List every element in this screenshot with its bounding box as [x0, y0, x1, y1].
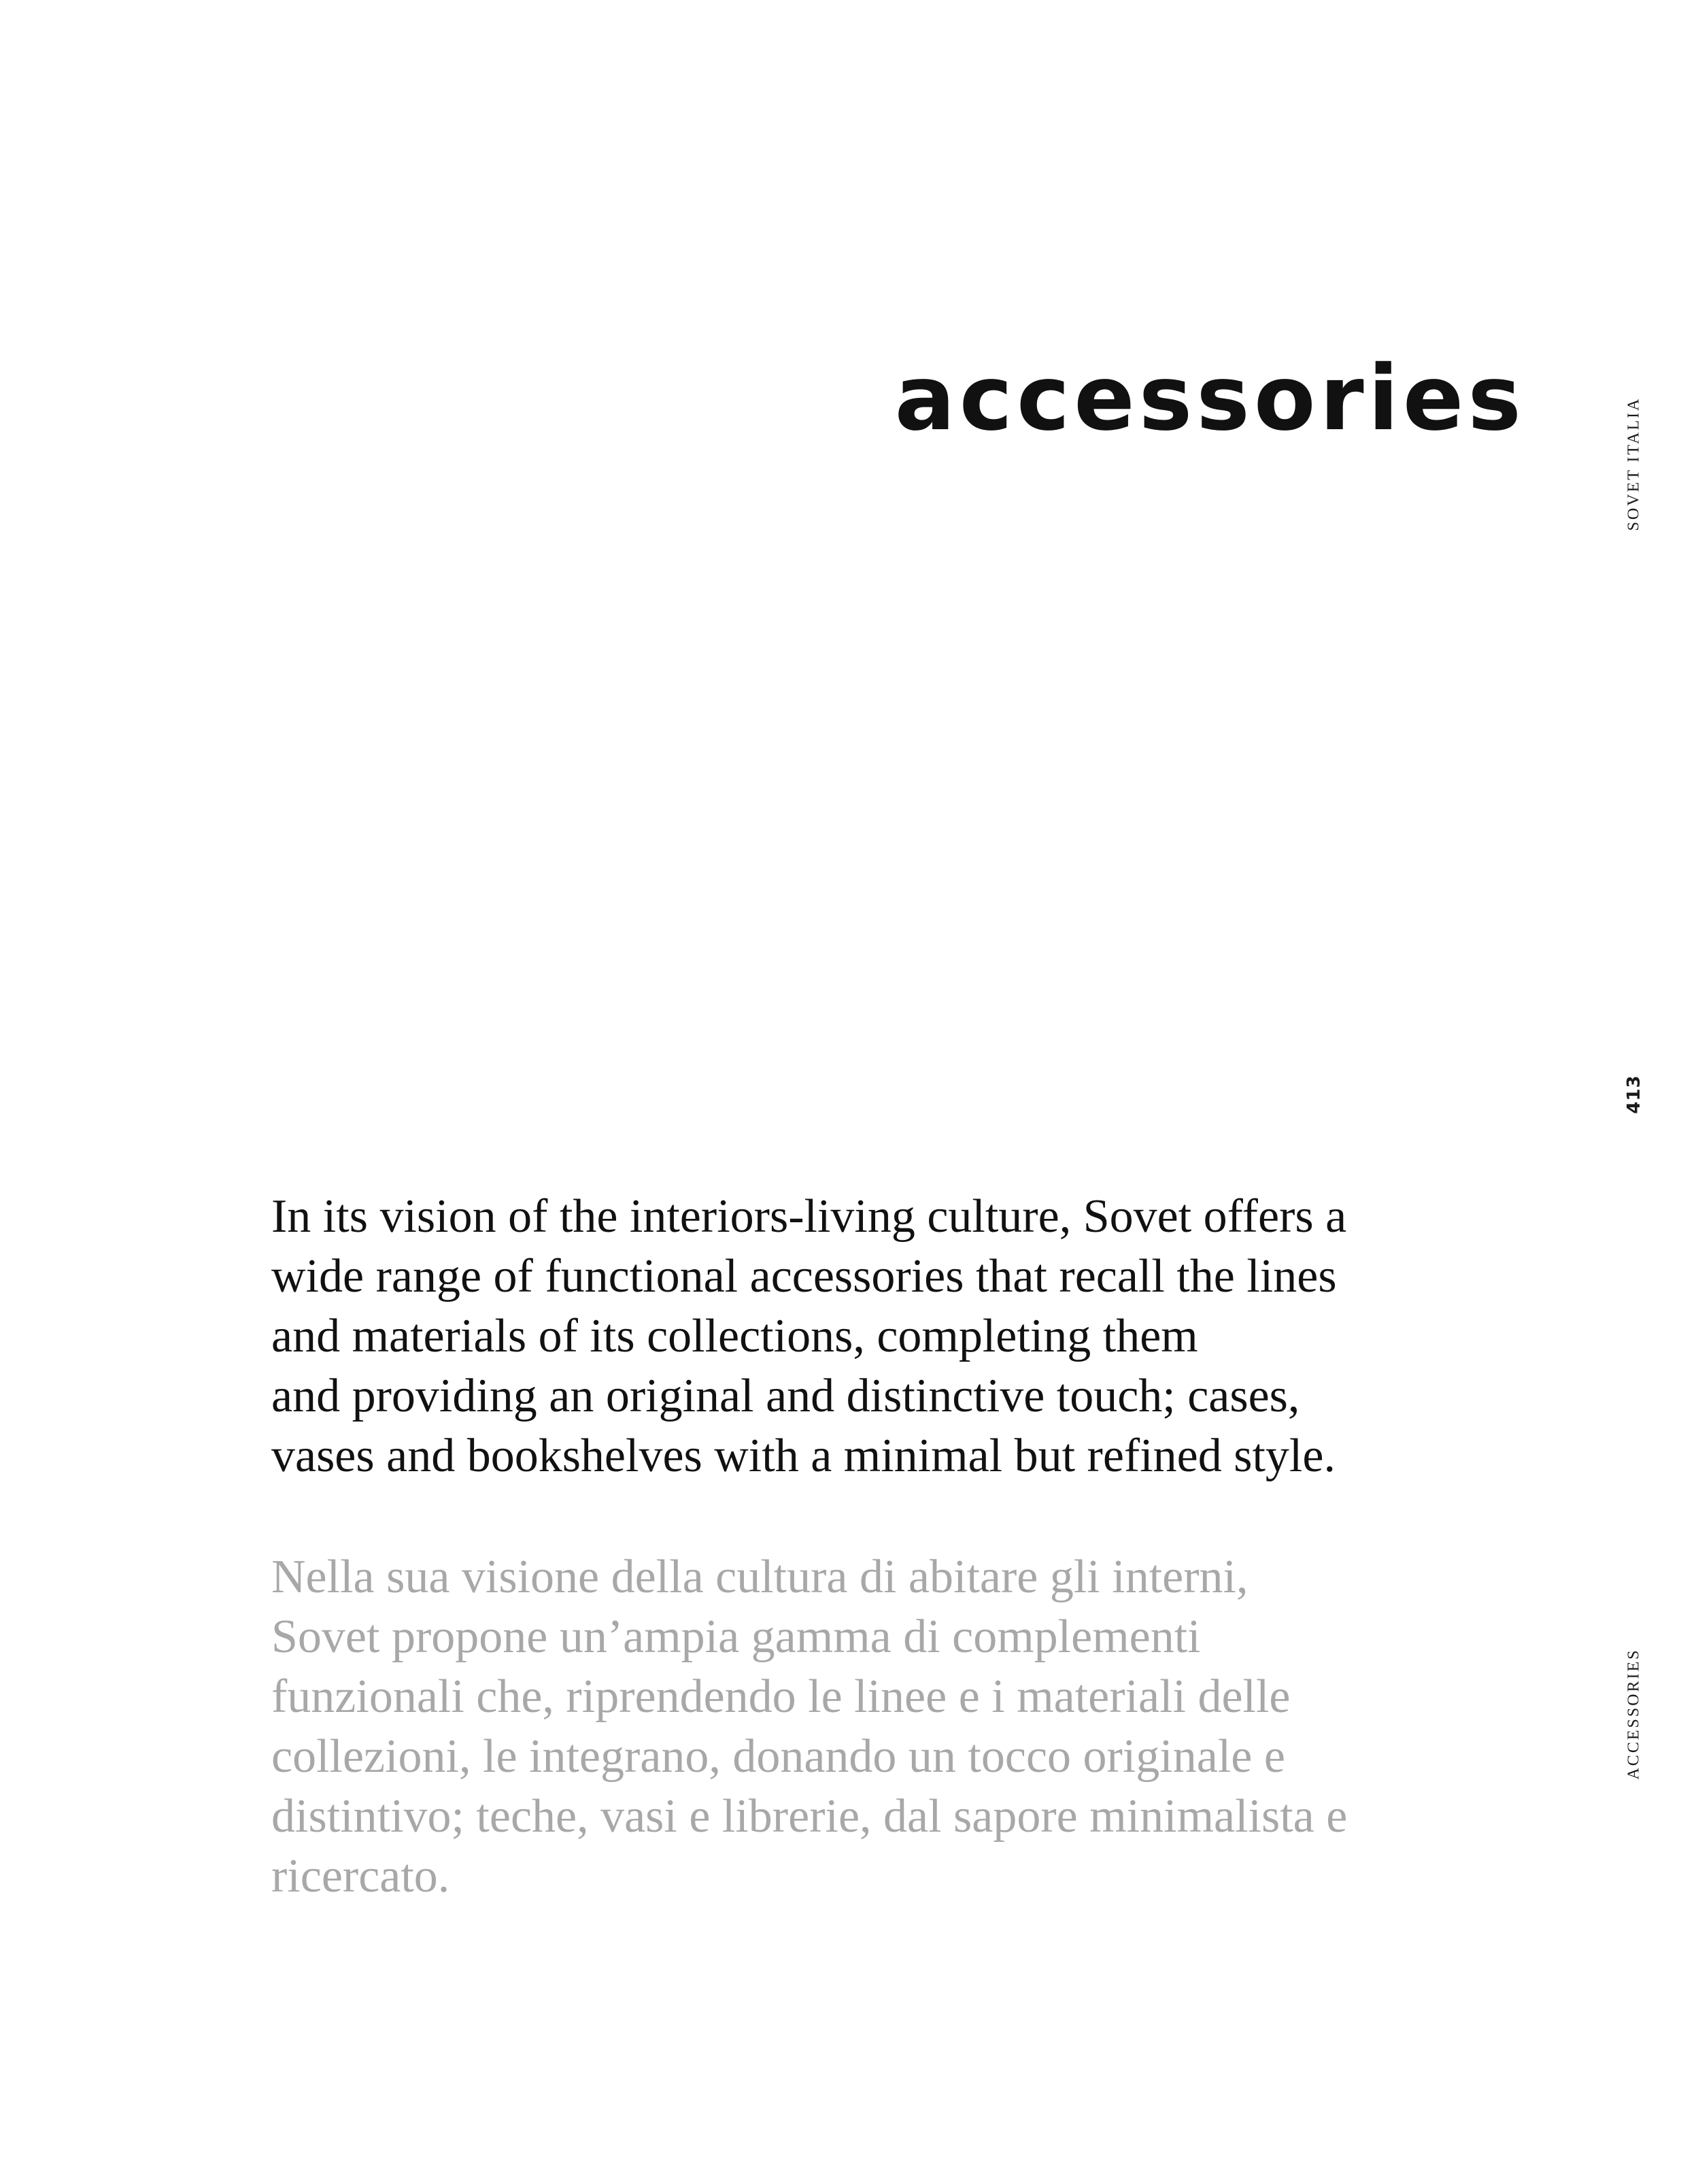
italian-line: collezioni, le integrano, donando un tocco originale e [271, 1730, 1285, 1783]
italian-line: Sovet propone un’ampia gamma di complementi [271, 1611, 1201, 1663]
page-number: 413 [1624, 1075, 1644, 1114]
brand-label: SOVET ITALIA [1625, 397, 1643, 531]
italian-paragraph [271, 1547, 1427, 1906]
english-line: wide range of functional accessories that recall the lines [271, 1250, 1337, 1303]
italian-line: distintivo; teche, vasi e librerie, dal sapore minimalista e [271, 1790, 1348, 1843]
italian-line: Nella sua visione della cultura di abitare gli interni, [271, 1551, 1249, 1603]
page-title: accessories [894, 346, 1525, 451]
italian-line: funzionali che, riprendendo le linee e i materiali delle [271, 1670, 1291, 1723]
english-line: In its vision of the interiors-living culture, Sovet offers a [271, 1190, 1347, 1243]
english-line: and materials of its collections, completing them [271, 1310, 1198, 1362]
english-paragraph [271, 1187, 1427, 1486]
italian-line: ricercato. [271, 1850, 450, 1902]
english-line: vases and bookshelves with a minimal but refined style. [271, 1430, 1336, 1482]
section-label: ACCESSORIES [1625, 1648, 1643, 1780]
english-line: and providing an original and distinctive touch; cases, [271, 1370, 1300, 1422]
